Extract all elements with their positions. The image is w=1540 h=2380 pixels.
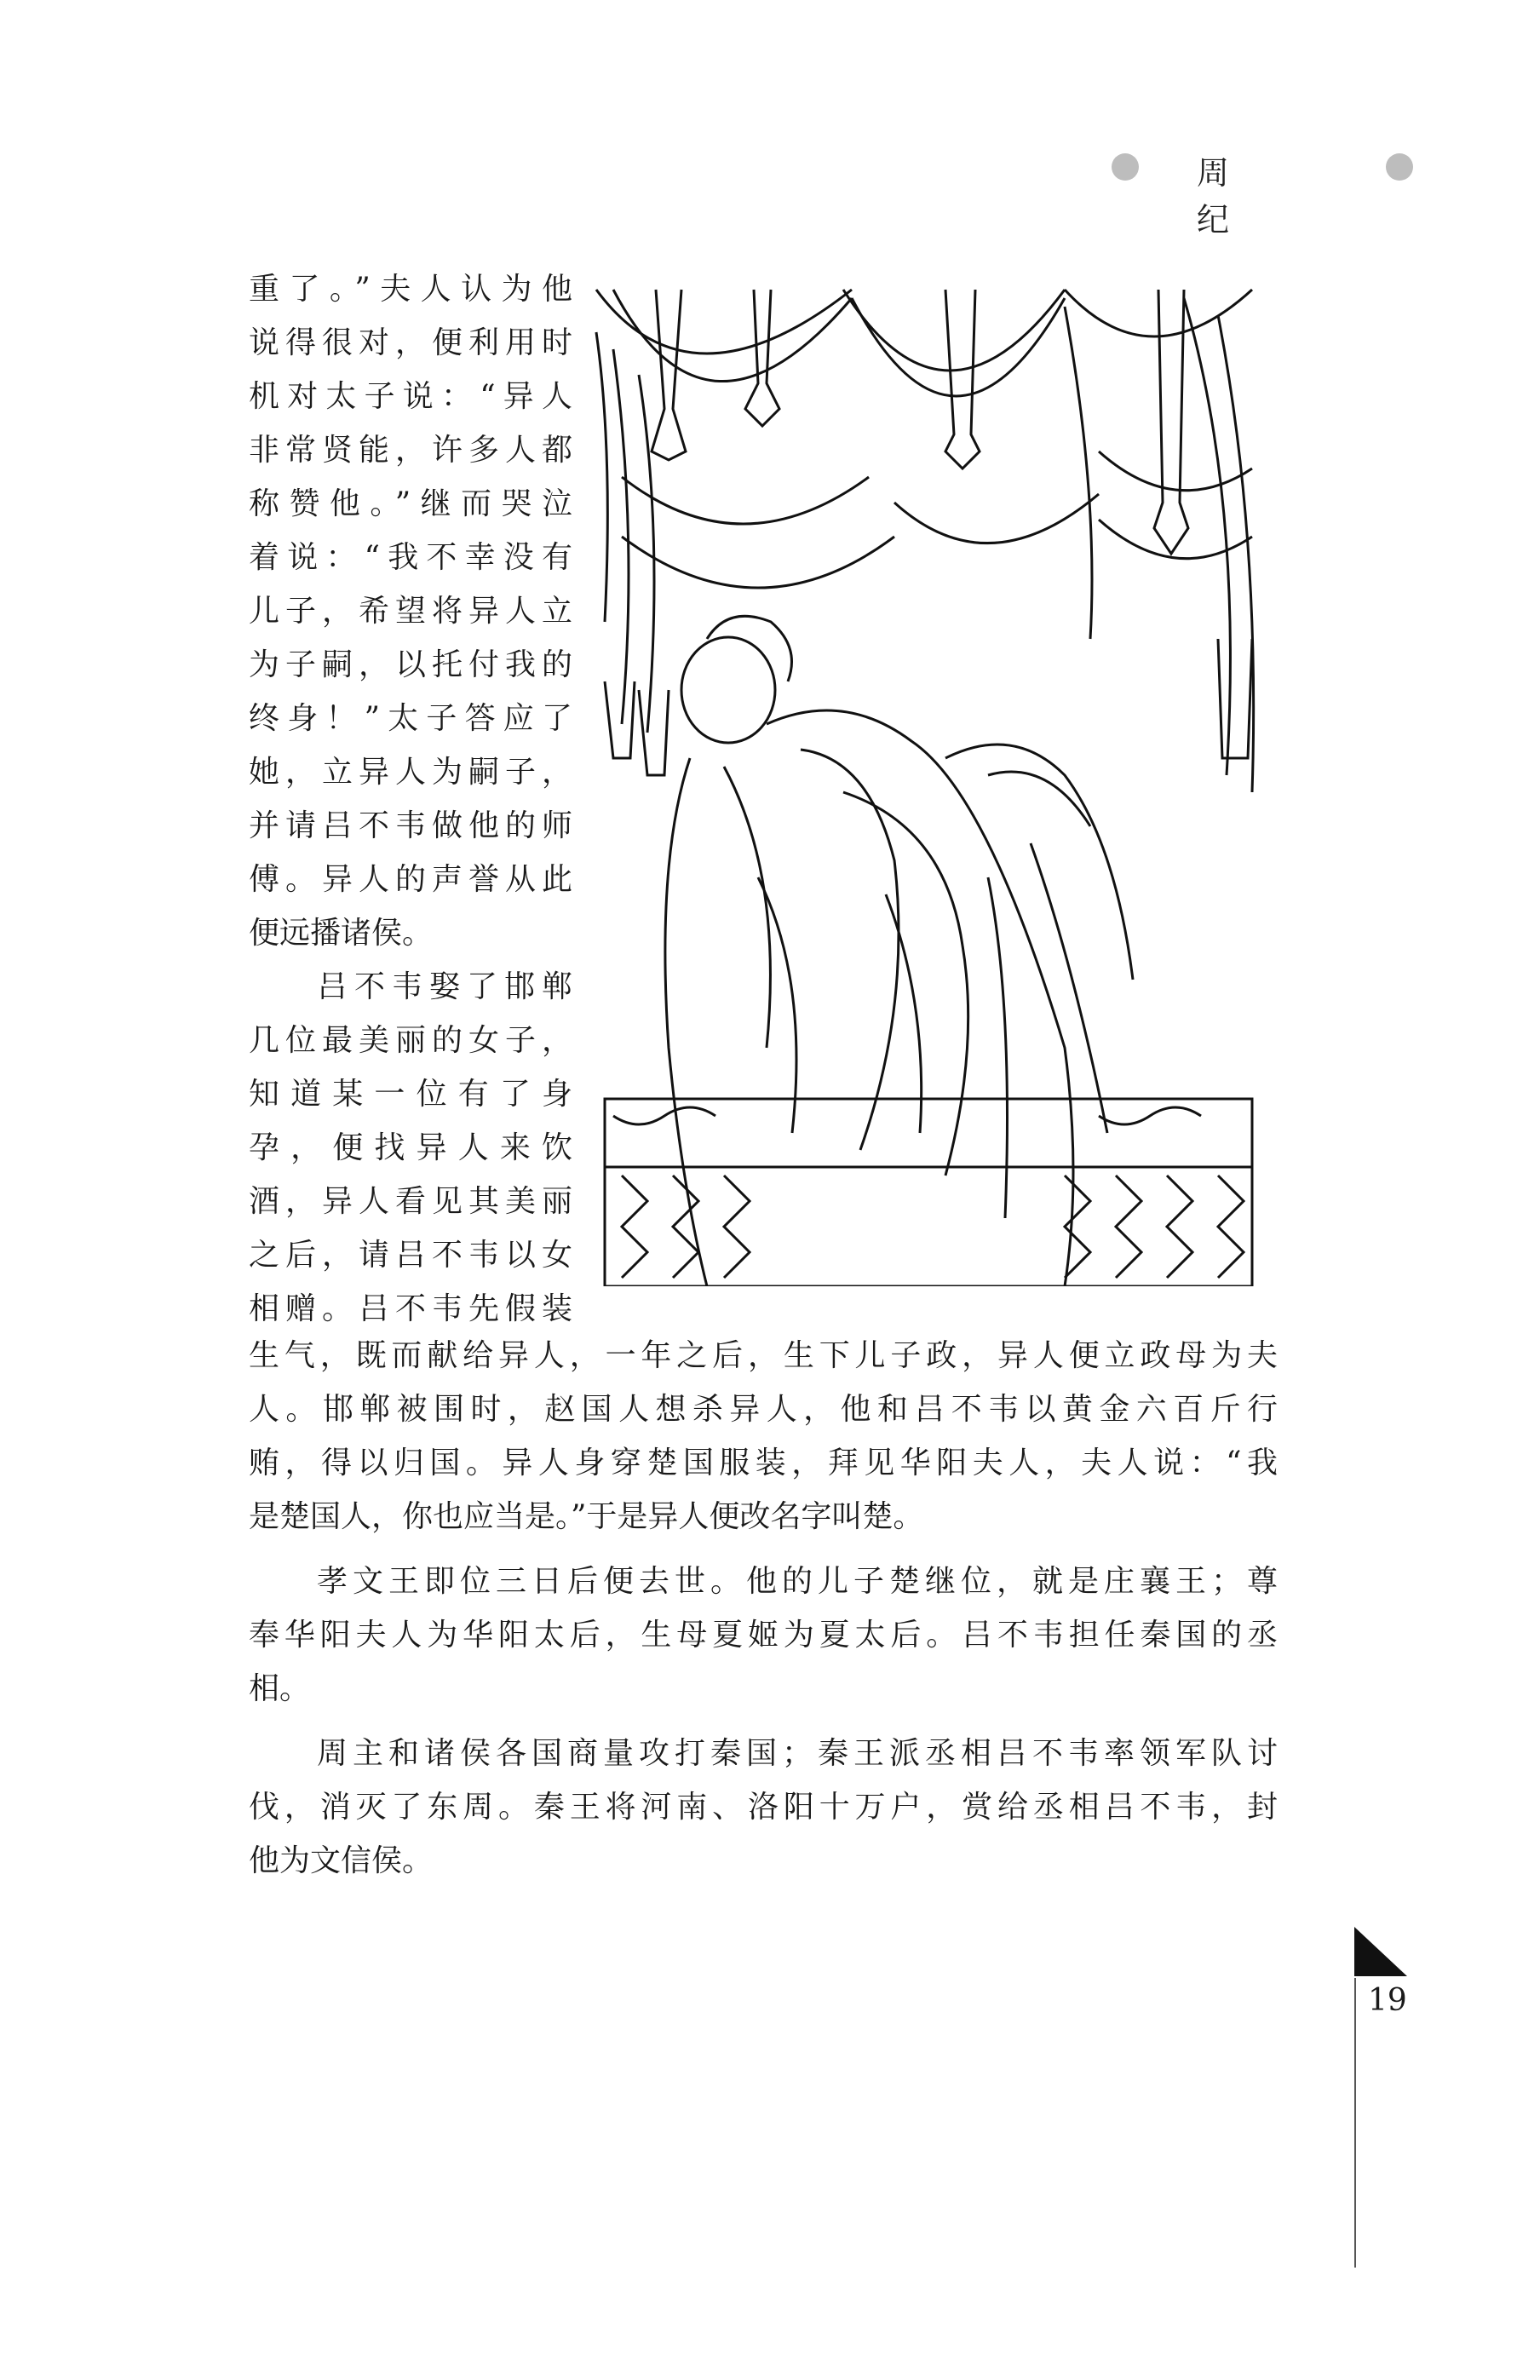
text-line: 吕不韦娶了邯郸 — [317, 969, 572, 1004]
text-line: 人。邯郸被围时，赵国人想杀异人，他和吕不韦以黄金六百斤行 — [249, 1392, 1278, 1427]
page-number: 19 — [1368, 1983, 1407, 2018]
text-line: 她，立异人为嗣子， — [249, 755, 572, 790]
header-title: 周纪 — [1197, 154, 1307, 239]
text-line: 几位最美丽的女子， — [249, 1023, 572, 1058]
paragraph — [249, 262, 572, 960]
text-line: 贿，得以归国。异人身穿楚国服装，拜见华阳夫人，夫人说：“我 — [249, 1446, 1278, 1480]
text-line: 是楚国人，你也应当是。”于是异人便改名字叫楚。 — [249, 1499, 924, 1534]
text-line: 周主和诸侯各国商量攻打秦国；秦王派丞相吕不韦率领军队讨 — [317, 1736, 1278, 1771]
text-line: 终身！”太子答应了 — [249, 701, 572, 736]
text-line: 他为文信侯。 — [249, 1843, 434, 1878]
text-line: 儿子，希望将异人立 — [249, 594, 572, 629]
page-corner-tab — [1354, 1927, 1407, 1976]
text-line: 重了。”夫人认为他 — [249, 272, 572, 307]
text-line: 相赠。吕不韦先假装 — [249, 1291, 572, 1326]
narrow-column-text — [249, 262, 572, 1336]
text-line: 并请吕不韦做他的师 — [249, 808, 572, 843]
text-line: 傅。异人的声誉从此 — [249, 862, 572, 897]
text-line: 非常贤能，许多人都 — [249, 433, 572, 468]
header-right-dot — [1386, 153, 1413, 181]
text-line: 称赞他。”继而哭泣 — [249, 486, 572, 521]
text-line: 为子嗣，以托付我的 — [249, 647, 572, 682]
text-line: 孝文王即位三日后便去世。他的儿子楚继位，就是庄襄王；尊 — [317, 1564, 1278, 1599]
text-line: 生气，既而献给异人，一年之后，生下儿子政，异人便立政母为夫 — [249, 1338, 1278, 1373]
paragraph — [249, 1555, 1278, 1716]
paragraph — [249, 1727, 1278, 1888]
text-line: 相。 — [249, 1671, 311, 1706]
text-line: 之后，请吕不韦以女 — [249, 1238, 572, 1273]
text-line: 说得很对，便利用时 — [249, 325, 572, 360]
text-line: 知道某一位有了身 — [249, 1077, 572, 1112]
text-line: 孕，便找异人来饮 — [249, 1130, 572, 1165]
line-art-illustration — [588, 281, 1261, 1286]
text-line: 奉华阳夫人为华阳太后，生母夏姬为夏太后。吕不韦担任秦国的丞 — [249, 1618, 1278, 1653]
text-line: 便远播诸侯。 — [249, 916, 434, 951]
full-width-text — [249, 1329, 1278, 1888]
text-line: 着说：“我不幸没有 — [249, 540, 572, 575]
running-header — [1112, 147, 1418, 239]
paragraph — [249, 1329, 1278, 1544]
text-line: 酒，异人看见其美丽 — [249, 1184, 572, 1219]
text-line: 伐，消灭了东周。秦王将河南、洛阳十万户，赏给丞相吕不韦，封 — [249, 1790, 1278, 1825]
header-left-dot — [1112, 153, 1139, 181]
text-line: 机对太子说：“异人 — [249, 379, 572, 414]
margin-rule — [1354, 1978, 1356, 2268]
paragraph — [249, 960, 572, 1336]
